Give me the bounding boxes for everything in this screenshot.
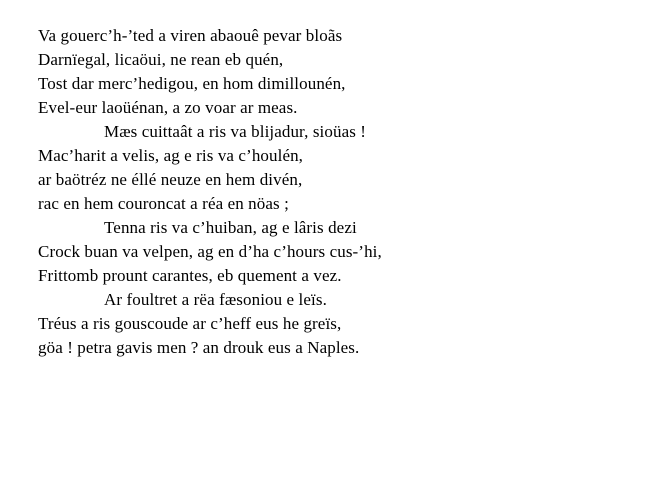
poem-line-5: Mæs cuittaât a ris va blijadur, sioüas ! xyxy=(104,122,367,141)
poem-line-1: Va gouerc’h-’ted a viren abaouê pevar bloãs xyxy=(38,26,343,45)
poem-line-3: Tost dar merc’hedigou, en hom dimillounén, xyxy=(38,74,346,93)
poem-line-9: Tenna ris va c’huiban, ag e lâris dezi xyxy=(104,218,357,237)
poem-line-8: rac en hem couroncat a réa en nöas ; xyxy=(38,194,289,213)
poem-line-10: Crock buan va velpen, ag en d’ha c’hours cus-’hi, xyxy=(38,242,382,261)
poem-line-14: göa ! petra gavis men ? an drouk eus a Naples. xyxy=(38,338,360,357)
poem-line-11: Frittomb prount carantes, eb quement a vez. xyxy=(38,266,342,285)
poem-line-13: Tréus a ris gouscoude ar c’heff eus he greïs, xyxy=(38,314,342,333)
poem-line-2: Darnïegal, licaöui, ne rean eb quén, xyxy=(38,50,284,69)
poem-line-7: ar baötréz ne éllé neuze en hem divén, xyxy=(38,170,303,189)
poem-line-12: Ar foultret a rëa fæsoniou e leïs. xyxy=(104,290,327,309)
poem-text xyxy=(38,24,382,360)
poem-line-6: Mac’harit a velis, ag e ris va c’houlén, xyxy=(38,146,304,165)
poem-line-4: Evel-eur laoüénan, a zo voar ar meas. xyxy=(38,98,298,117)
